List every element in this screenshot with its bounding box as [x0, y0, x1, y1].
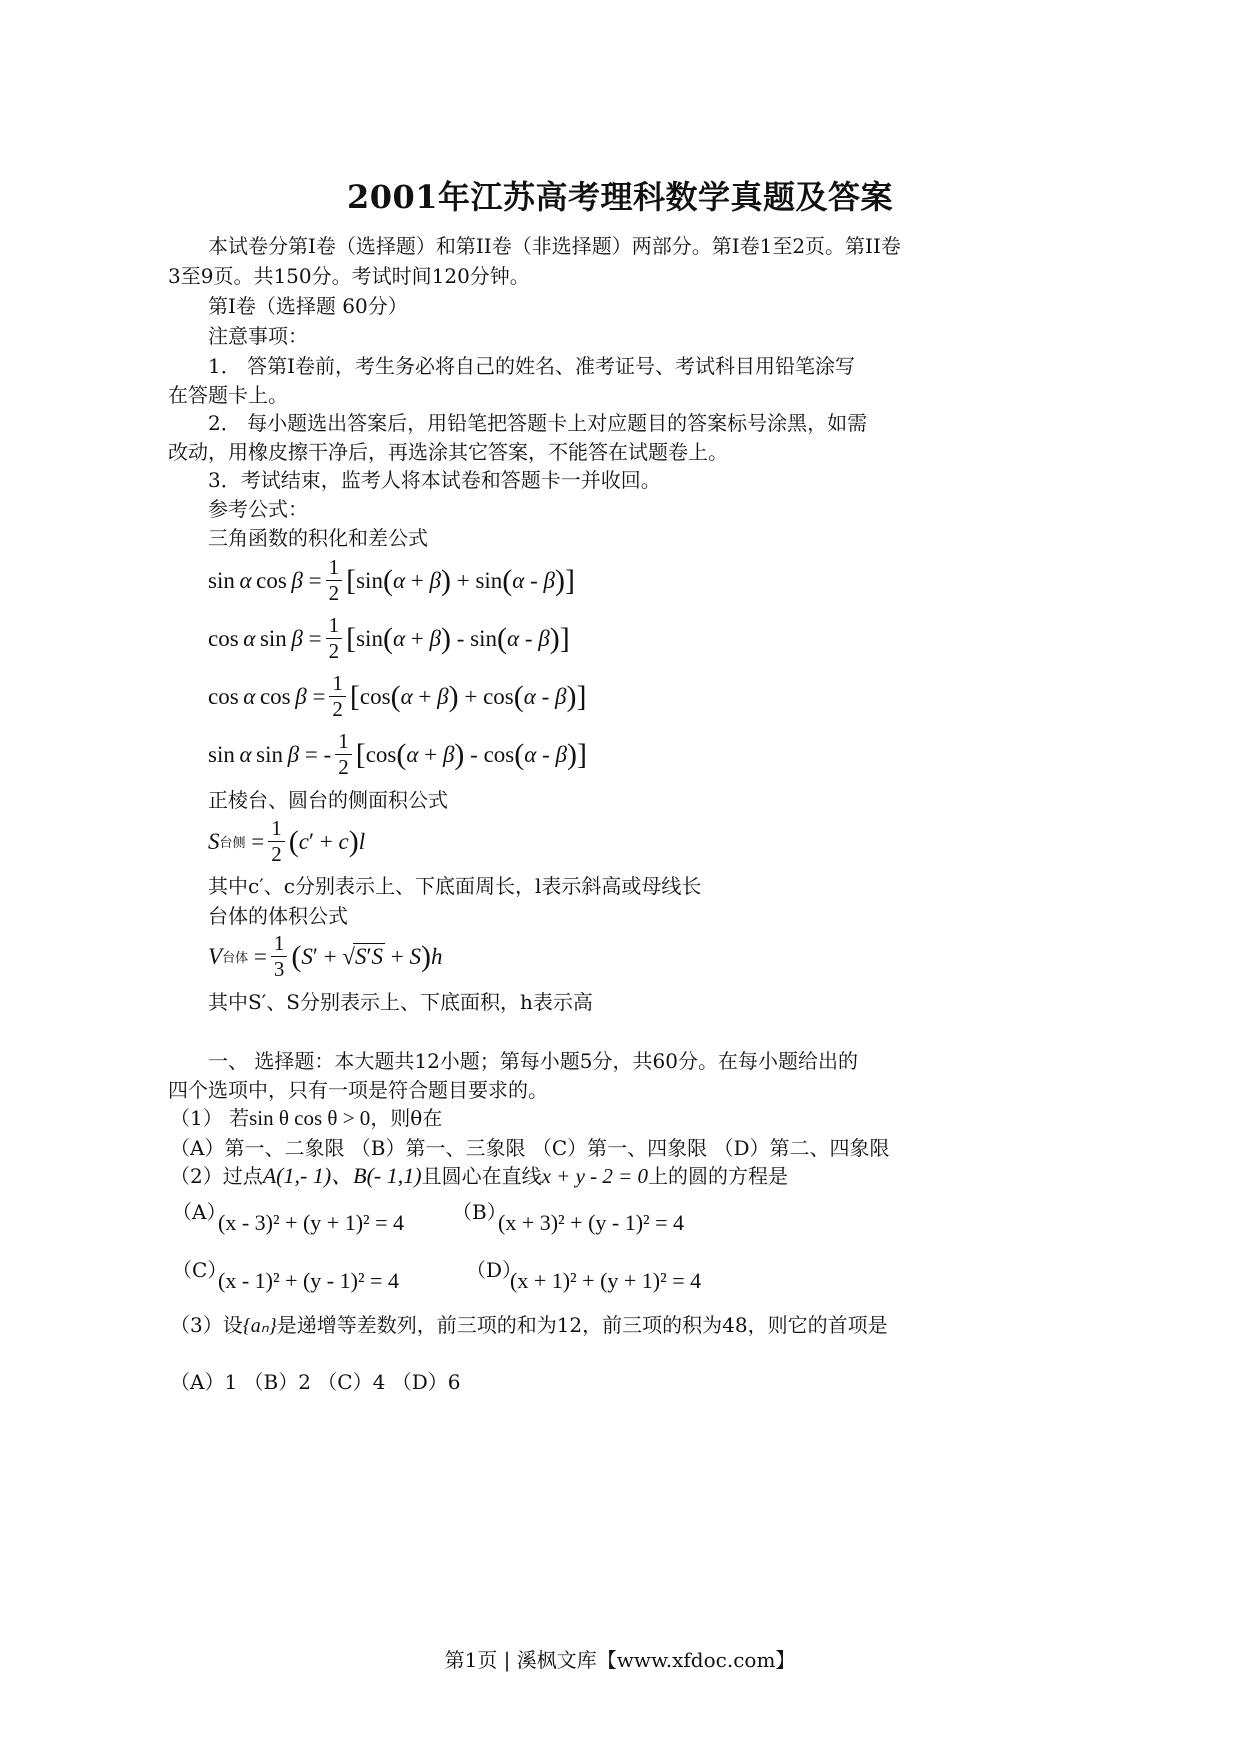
- section-one-line-1: 一、 选择题：本大题共12小题；第每小题5分，共60分。在每小题给出的: [208, 1049, 858, 1073]
- notes-heading: 注意事项：: [208, 324, 308, 348]
- question-2-option-b-label: （B）: [452, 1200, 507, 1224]
- note-1-line-1: 1． 答第Ⅰ卷前，考生务必将自己的姓名、准考证号、考试科目用铅笔涂写: [208, 354, 855, 378]
- page-title: 2001年江苏高考理科数学真题及答案: [346, 178, 894, 216]
- note-1-line-2: 在答题卡上。: [168, 383, 288, 407]
- question-3-stem: （3）设{aₙ}是递增等差数列，前三项的和为12，前三项的积为48，则它的首项是: [170, 1313, 888, 1337]
- question-1-stem: （1） 若sin θ cos θ > 0，则θ在: [170, 1106, 443, 1130]
- intro-line-1: 本试卷分第Ⅰ卷（选择题）和第II卷（非选择题）两部分。第Ⅰ卷1至2页。第II卷: [208, 234, 901, 258]
- formula-frustum-area: S 台侧 = $\frac{1}{2}$ ( c ′ + c ) l: [208, 816, 366, 866]
- formula-cos-sin: cos α sin β = $\frac{1}{2}$ [ sin ( α + β ) - sin ( α - β ) ]: [208, 613, 570, 663]
- note-3: 3．考试结束，监考人将本试卷和答题卡一并收回。: [208, 468, 661, 492]
- frustum-volume-subscript: 台体: [222, 951, 249, 966]
- question-2-option-d-label: （D）: [466, 1258, 523, 1282]
- formula-cos-cos: cos α cos β = $\frac{1}{2}$ [ cos ( α + β ) + cos ( α - β ) ]: [208, 671, 587, 721]
- formula-sin-sin: sin α sin β = - $\frac{1}{2}$ [ cos ( α + β ) - cos ( α - β ) ]: [208, 729, 587, 779]
- question-2-stem: （2）过点A(1,- 1)、B(- 1,1)且圆心在直线x + y - 2 = 0上的圆的方程是: [170, 1163, 789, 1188]
- question-1-options: （A）第一、二象限 （B）第一、三象限 （C）第一、四象限 （D）第二、四象限: [170, 1136, 890, 1160]
- question-2-option-c: (x - 1)² + (y - 1)² = 4: [218, 1268, 399, 1293]
- question-2-option-b: (x + 3)² + (y - 1)² = 4: [498, 1210, 685, 1235]
- section-one-line-2: 四个选项中，只有一项是符合题目要求的。: [168, 1078, 548, 1102]
- frustum-area-heading: 正棱台、圆台的侧面积公式: [208, 788, 448, 812]
- note-2-line-2: 改动，用橡皮擦干净后，再选涂其它答案，不能答在试题卷上。: [168, 440, 728, 464]
- part-one-heading: 第Ⅰ卷（选择题 60分）: [208, 294, 408, 318]
- frustum-volume-note: 其中S′、S分别表示上、下底面积，h表示高: [208, 990, 593, 1014]
- question-3-options: （A）1 （B）2 （C）4 （D）6: [170, 1370, 461, 1394]
- formula-sin-cos: sin α cos β = $\frac{1}{2}$ [ sin ( α + β ) + sin ( α - β ) ]: [208, 555, 576, 605]
- question-2-option-a-label: （A）: [172, 1200, 227, 1224]
- page-footer: 第1页 | 溪枫文库【www.xfdoc.com】: [444, 1648, 796, 1672]
- question-2-option-c-label: （C）: [172, 1258, 228, 1282]
- frustum-volume-heading: 台体的体积公式: [208, 904, 348, 928]
- question-2-option-d: (x + 1)² + (y + 1)² = 4: [510, 1268, 702, 1293]
- frustum-area-subscript: 台侧: [219, 836, 246, 851]
- formulas-heading: 参考公式：: [208, 497, 308, 521]
- frustum-area-note: 其中c′、c分别表示上、下底面周长，l表示斜高或母线长: [208, 874, 702, 898]
- trig-formulas-heading: 三角函数的积化和差公式: [208, 526, 428, 550]
- question-2-option-a: (x - 3)² + (y + 1)² = 4: [218, 1210, 405, 1235]
- intro-line-2: 3至9页。共150分。考试时间120分钟。: [168, 264, 530, 288]
- note-2-line-1: 2． 每小题选出答案后，用铅笔把答题卡上对应题目的答案标号涂黑，如需: [208, 411, 868, 435]
- formula-frustum-volume: V 台体 = $\frac{1}{3}$ ( S ′ + √ S′S + S ) h: [208, 931, 443, 981]
